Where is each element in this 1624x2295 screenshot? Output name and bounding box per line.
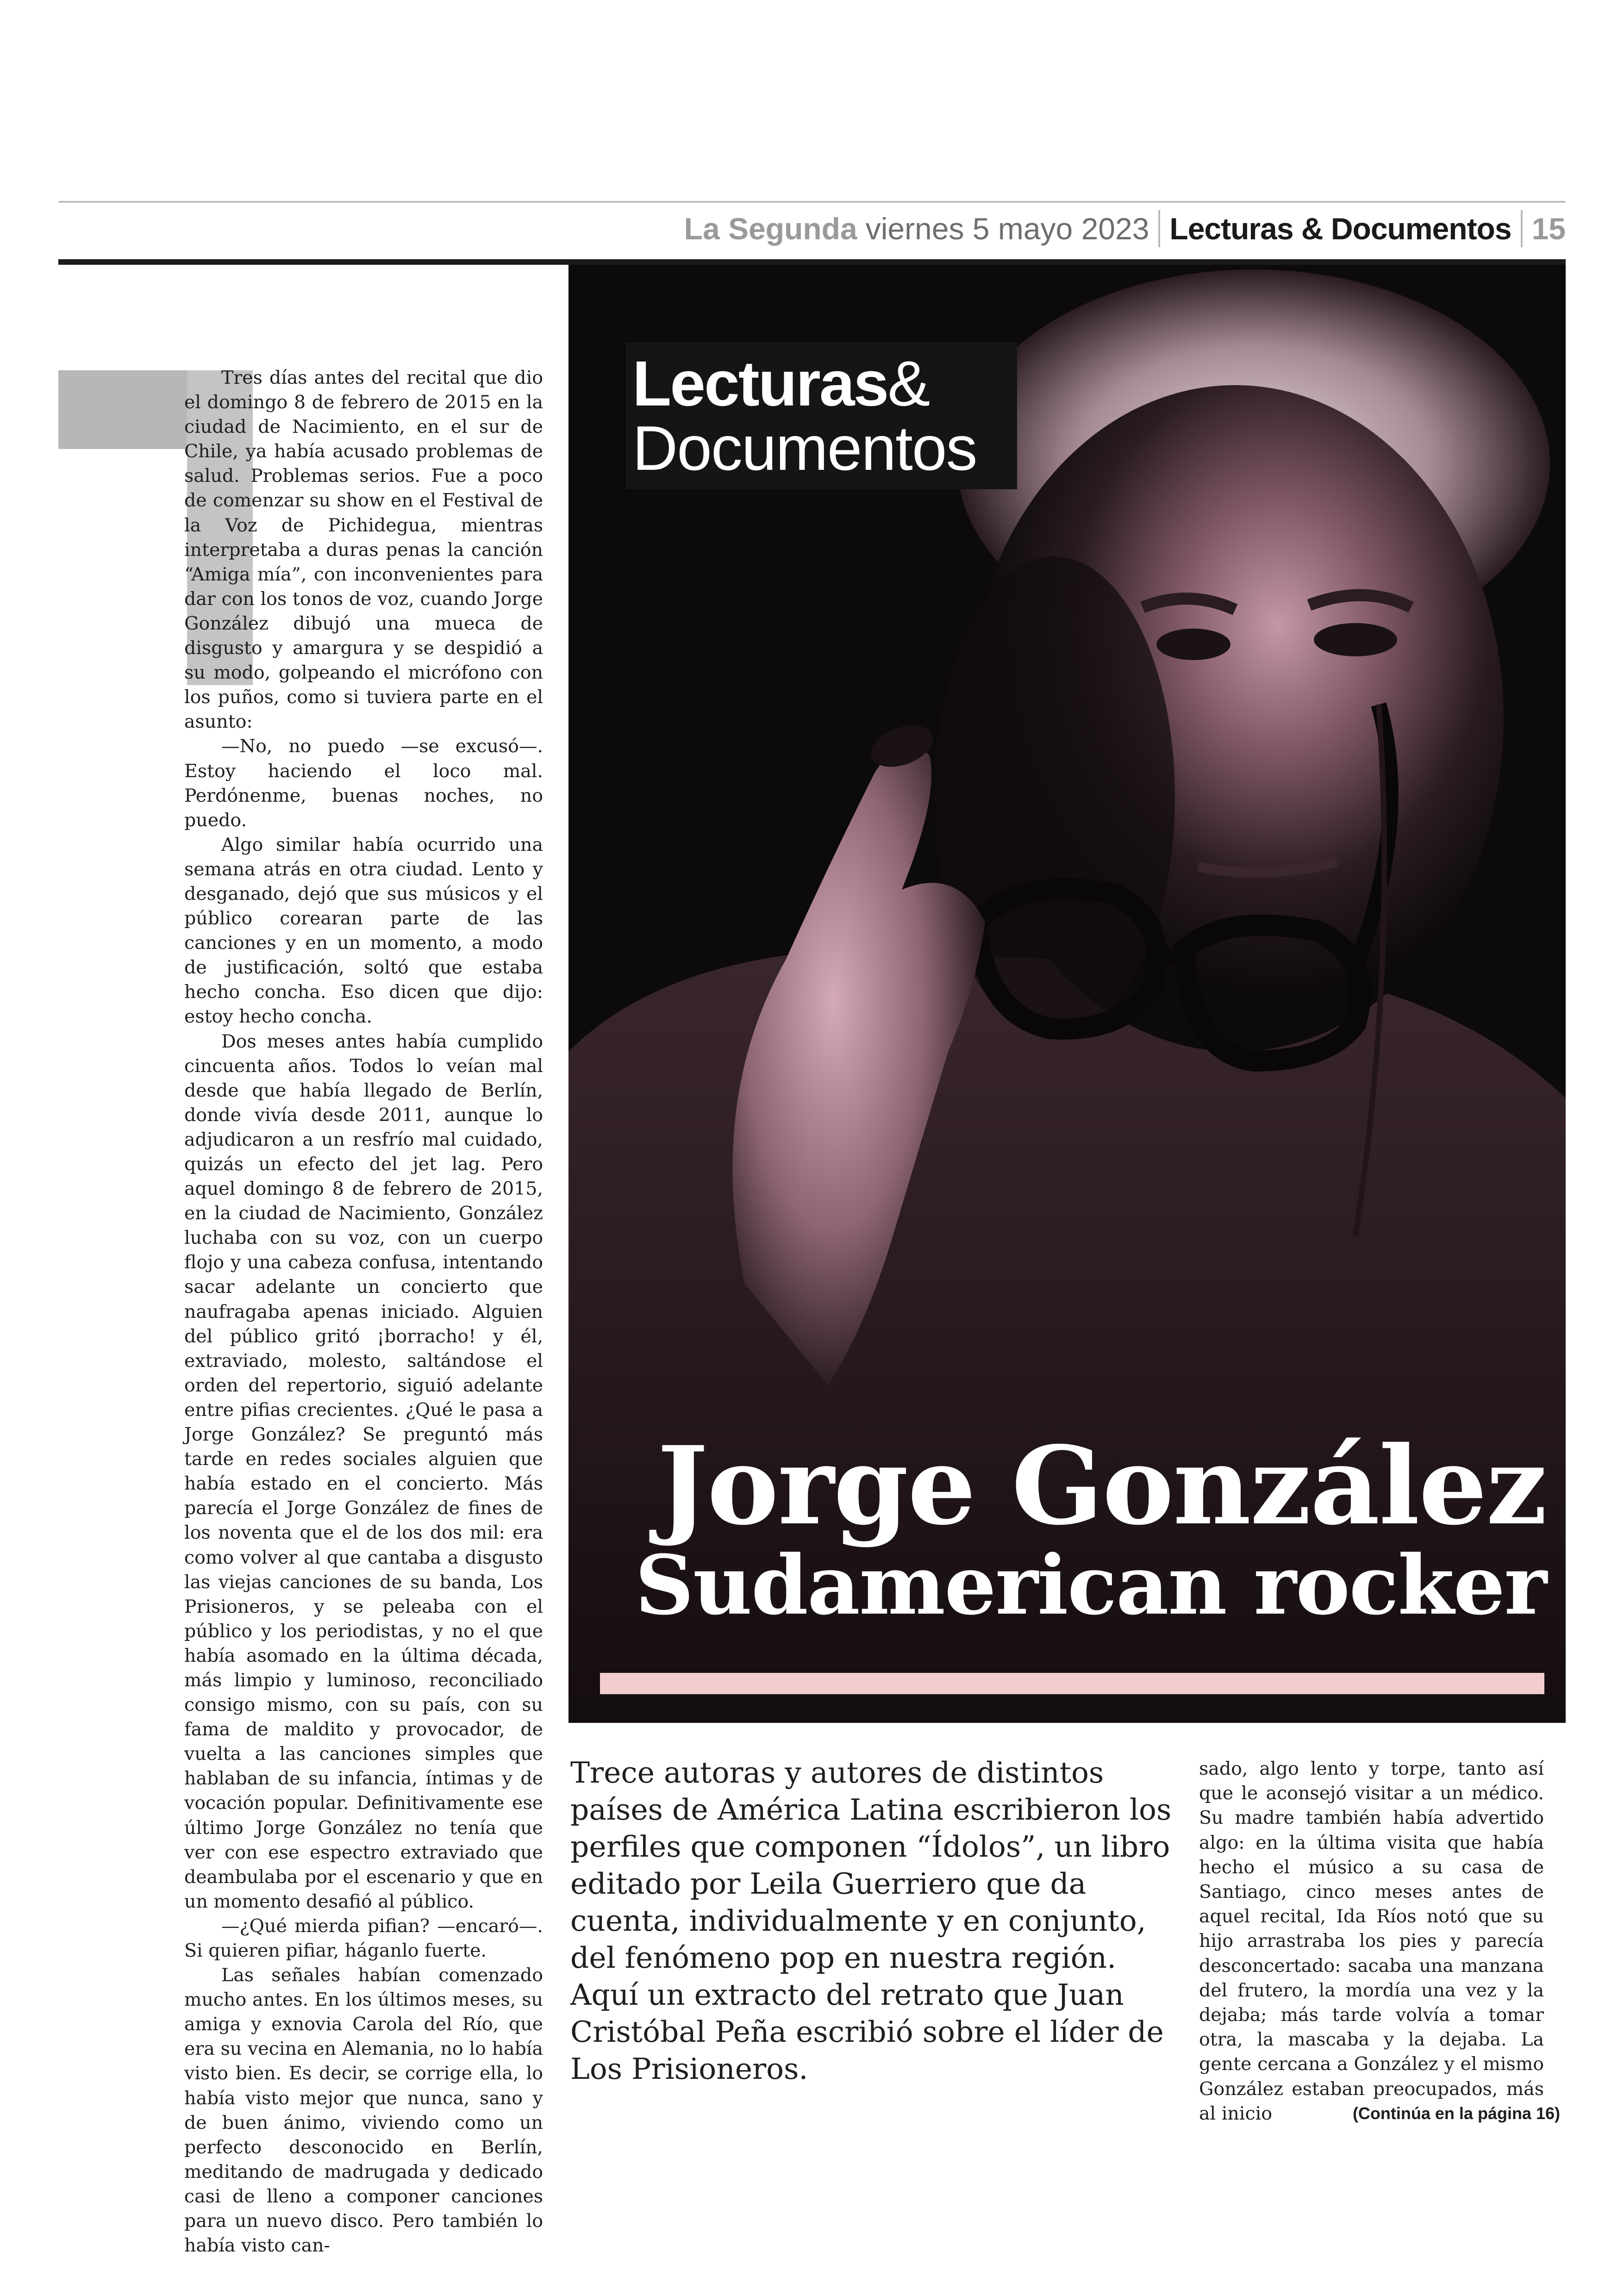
header-top-rule (58, 201, 1566, 203)
page-number: 15 (1531, 212, 1566, 246)
article-paragraph: Tres días antes del recital que dio el domingo 8 de febrero de 2015 en la ciudad de Nacimiento, en el sur de Chile, ya había acusado problemas de salud. Problemas serios. Fue a poco de comenzar su show en el Festival de la Voz de Pichidegua, mientras interpretaba a duras penas la canción “Amiga mía”, con inconvenientes para dar con los tonos de voz, cuando Jorge González dibujó una mueca de disgusto y amargura y se despidió a su modo, golpeando el micrófono con los puños, como si tuviera parte en el asunto: (184, 367, 543, 733)
headline-accent-bar (600, 1673, 1544, 1694)
article-paragraph: —¿Qué mierda pifian? —encaró—. Si quieren pifiar, háganlo fuerte. (184, 1915, 543, 1961)
badge-word-lecturas: Lecturas (632, 348, 888, 419)
article-paragraph: —No, no puedo —se excusó—. Estoy haciendo el loco mal. Perdónenme, buenas noches, no puedo. (184, 736, 543, 831)
issue-date: viernes 5 mayo 2023 (865, 212, 1149, 246)
section-name: Lecturas & Documentos (1169, 212, 1512, 246)
headline-subtitle: Sudamerican rocker (635, 1537, 1546, 1633)
badge-ampersand: & (887, 348, 931, 419)
continued-note: (Continúa en la página 16) (1352, 2104, 1560, 2123)
headline-title: Jorge González (657, 1422, 1546, 1549)
article-paragraph: Dos meses antes había cumplido cincuenta años. Todos lo veían mal desde que había llegado de Berlín, donde vivía desde 2011, aunque lo adjudicaron a un resfrío mal cuidado, quizás un efecto del jet lag. Pero aquel domingo 8 de febrero de 2015, en la ciudad de Nacimiento, González luchaba con su voz, con un cuerpo flojo y una cabeza confusa, intentando sacar adelante un concierto que naufragaba apenas iniciado. Alguien del público gritó ¡borracho! y él, extraviado, molesto, saltándose el orden del repertorio, siguió adelante entre pifias crecientes. ¿Qué le pasa a Jorge González? Se preguntó más tarde en redes sociales alguien que había estado en el concierto. Más parecía el Jorge González de fines de los noventa que el de los dos mil: era como volver al que cantaba a disgusto las viejas canciones de su banda, Los Prisioneros, y se peleaba con el público y los periodistas, y no el que había asomado en la última década, más limpio y luminoso, reconciliado consigo mismo, con su país, con su fama de maldito y provocador, de vuelta a las canciones simples que hablaban de su infancia, íntimas y de vocación popular. Definitivamente ese último Jorge González no tenía que ver con ese espectro extraviado que deambulaba por el escenario y que en un momento desafió al público. (184, 1030, 543, 1912)
newspaper-name: La Segunda (684, 212, 857, 246)
article-body (184, 366, 543, 2258)
article-paragraph: Algo similar había ocurrido una semana atrás en otra ciudad. Lento y desganado, dejó que sus músicos y el público corearan parte de las canciones y en un momento, a modo de justificación, soltó que estaba hecho concha. Eso dicen que dijo: estoy hecho concha. (184, 834, 543, 1028)
article-paragraph: Las señales habían comenzado mucho antes. En los últimos meses, su amiga y exnovia Carola del Río, que era su vecina en Alemania, no lo había visto bien. Es decir, se corrige ella, lo había visto mejor que nunca, sano y de buen ánimo, viviendo como un perfecto desconocido en Berlín, meditando de madrugada y dedicado casi de lleno a componer canciones para un nuevo disco. Pero también lo había visto can- (184, 1964, 543, 2257)
badge-word-documentos: Documentos (632, 413, 977, 483)
headline (611, 1422, 1546, 1633)
section-badge (626, 343, 1017, 489)
header-rule (58, 259, 1566, 265)
page-header (58, 207, 1566, 250)
header-separator (1158, 210, 1160, 247)
right-column-text: sado, algo lento y torpe, tanto así que le aconsejó visitar a un médico. Su madre también había advertido algo: en la última visita que había hecho el músico a su casa de Santiago, cinco meses antes de aquel recital, Ida Ríos notó que su hijo arrastraba los pies y parecía desconcertado: sacaba una manzana del frutero, la mordía una vez y la dejaba; más tarde volvía a tomar otra, la mascaba y la dejaba. La gente cercana a González y el mismo González estaban preocupados, más al inicio (1199, 1758, 1544, 2124)
right-column (1199, 1757, 1544, 2126)
header-separator (1521, 210, 1523, 247)
article-deck: Trece autoras y autores de distintos países de América Latina escribieron los perfiles que componen “Ídolos”, un libro editado por Leila Guerriero que da cuenta, individualmente y en conjunto, del fenómeno pop en nuestra región. Aquí un extracto del retrato que Juan Cristóbal Peña escribió sobre el líder de Los Prisioneros. (570, 1756, 1172, 2086)
